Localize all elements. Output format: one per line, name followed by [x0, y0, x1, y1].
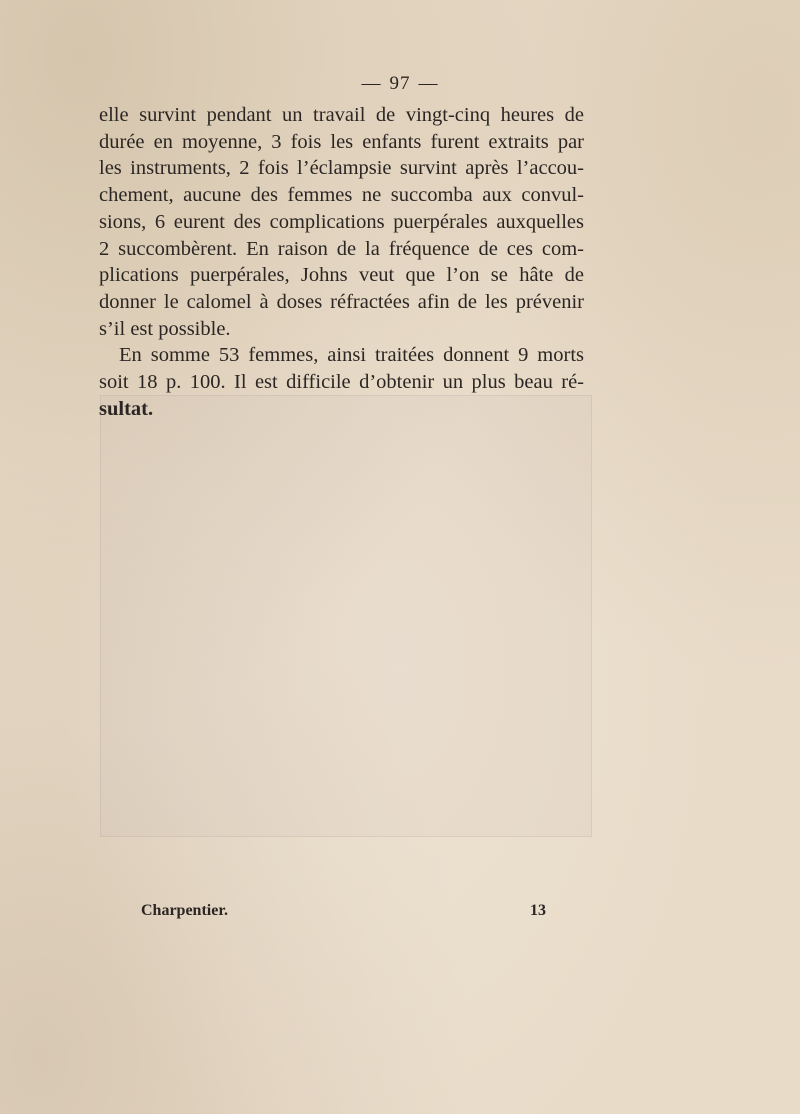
page-number [0, 73, 800, 95]
text-line: plications puerpérales, Johns veut que l’on se hâte de [99, 264, 584, 287]
bleed-through-area [100, 395, 592, 837]
text-line: les instruments, 2 fois l’éclampsie survint après l’accou- [99, 157, 584, 180]
text-line: elle survint pendant un travail de vingt-cinq heures de [99, 104, 584, 126]
text-line: donner le calomel à doses réfractées afin de les prévenir [99, 290, 584, 313]
text-line: soit 18 p. 100. Il est difficile d’obtenir un plus beau ré- [99, 371, 584, 394]
text-line: sions, 6 eurent des complications puerpérales auxquelles [99, 210, 584, 233]
body-text [99, 102, 584, 422]
text-line: chement, aucune des femmes ne succomba aux convul- [99, 184, 584, 207]
text-line: durée en moyenne, 3 fois les enfants furent extraits par [99, 130, 584, 153]
footer-signature: 13 [530, 902, 546, 919]
page-number-value: 97 [389, 73, 411, 94]
text-line: 2 succombèrent. En raison de la fréquence de ces com- [99, 237, 584, 260]
text-line: En somme 53 femmes, ainsi traitées donnent 9 morts [119, 344, 584, 367]
text-line: sultat. [99, 397, 154, 420]
footer-author: Charpentier. [141, 902, 228, 919]
text-line: s’il est possible. [99, 317, 231, 340]
paragraph-2 [99, 342, 584, 422]
paragraph-1 [99, 102, 584, 342]
dash-left: — [361, 73, 382, 94]
dash-right: — [418, 73, 439, 94]
